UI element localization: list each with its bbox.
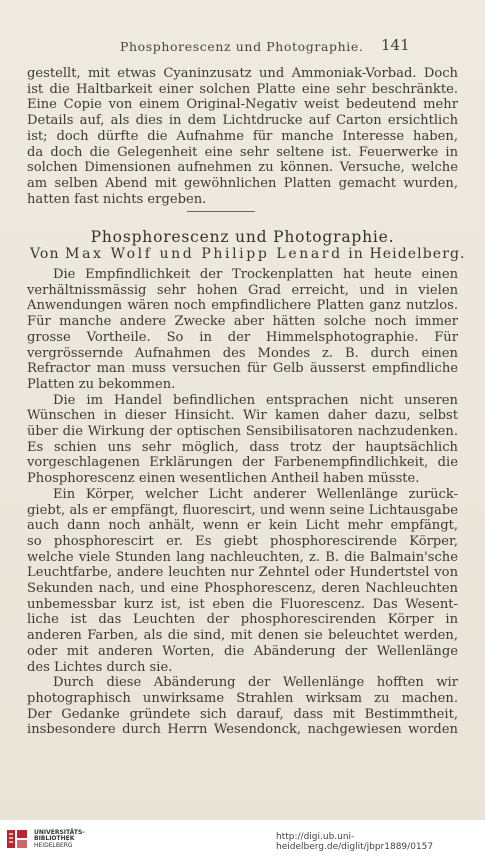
text-line: grosse Vortheile. So in der Himmelsphotographie. Für	[27, 329, 458, 345]
text-line: ist die Haltbarkeit einer solchen Platte eine sehr beschränkte.	[27, 81, 458, 97]
text-line: Leuchtfarbe, andere leuchten nur Zehntel oder Hundertstel von	[27, 565, 458, 581]
text-line: Phosphorescenz einen wesentlichen Antheil haben müsste.	[27, 471, 420, 487]
section-divider	[187, 211, 255, 212]
text-line: Die im Handel befindlichen entsprachen nicht unseren	[53, 392, 458, 408]
text-line: so phosphorescirt er. Es giebt phosphorescirende Körper,	[27, 533, 458, 549]
text-line: ist; doch dürfte die Aufnahme für manche Interesse haben,	[27, 128, 458, 144]
text-line: Der Gedanke gründete sich darauf, dass mit Bestimmtheit,	[27, 706, 458, 722]
page-number: 141	[381, 36, 410, 54]
text-line: gestellt, mit etwas Cyaninzusatz und Ammoniak-Vorbad. Doch	[27, 66, 458, 81]
text-line: Wünschen in dieser Hinsicht. Wir kamen daher dazu, selbst	[27, 408, 458, 424]
digitization-footer	[0, 820, 485, 858]
article-title: Phosphorescenz und Photographie.	[90, 228, 395, 246]
text-line: Details auf, als dies in dem Lichtdrucke auf Carton ersichtlich	[27, 113, 458, 129]
university-library-logo-icon	[4, 826, 30, 852]
text-line: Sekunden nach, und eine Phosphorescenz, deren Nachleuchten	[27, 581, 458, 597]
text-line: oder mit anderen Worten, die Abänderung der Wellenlänge	[27, 643, 458, 659]
text-line: photographisch unwirksame Strahlen wirksam zu machen.	[27, 690, 458, 706]
running-title: Phosphorescenz und Photographie.	[120, 39, 364, 54]
text-line: Anwendungen wären noch empfindlichere Platten ganz nutzlos.	[27, 298, 458, 314]
article-body	[27, 267, 458, 738]
text-line: solchen Dimensionen aufnehmen zu können. Versuche, welche	[27, 160, 458, 176]
text-line: Es schien uns sehr möglich, dass trotz der hauptsächlich	[27, 439, 458, 455]
text-line: hatten fast nichts ergeben.	[27, 191, 207, 207]
text-line: insbesondere durch Herrn Wesendonck, nachgewiesen worden	[27, 722, 458, 738]
text-line: Platten zu bekommen.	[27, 376, 176, 392]
text-line: da doch die Gelegenheit eine sehr seltene ist. Feuerwerke in	[27, 144, 458, 160]
article-author	[30, 246, 466, 262]
text-line: welche viele Stunden lang nachleuchten, z. B. die Balmain'sche	[27, 549, 458, 565]
text-line: auch dann noch anhält, wenn er kein Licht mehr empfängt,	[27, 518, 458, 534]
intro-paragraph	[27, 66, 458, 207]
text-line: verhältnissmässig sehr hohen Grad erreicht, und in vielen	[27, 282, 458, 298]
text-line: Die Empfindlichkeit der Trockenplatten hat heute einen	[53, 267, 458, 282]
text-line: anderen Farben, als die sind, mit denen sie beleuchtet werden,	[27, 628, 458, 644]
text-line: am selben Abend mit gewöhnlichen Platten gemacht wurden,	[27, 175, 458, 191]
text-line: vorgeschlagenen Erklärungen der Farbenempfindlichkeit, die	[27, 455, 458, 471]
text-line: unbemessbar kurz ist, ist eben die Fluorescenz. Das Wesent-	[27, 596, 458, 612]
author-prefix: Von	[30, 246, 60, 262]
author-names: Max Wolf und Philipp Lenard	[65, 246, 343, 262]
text-line: vergrössernde Aufnahmen des Mondes z. B. durch einen	[27, 345, 458, 361]
text-line: Refractor man muss versuchen für Gelb äusserst empfindliche	[27, 361, 458, 377]
library-name: UNIVERSITÄTS- BIBLIOTHEK HEIDELBERG	[34, 829, 85, 849]
text-line: des Lichtes durch sie.	[27, 659, 173, 675]
text-line: Eine Copie von einem Original-Negativ weist bedeutend mehr	[27, 97, 458, 113]
running-header	[0, 36, 485, 56]
text-line: über die Wirkung der optischen Sensibilisatoren nachzudenken.	[27, 424, 458, 440]
text-line: giebt, als er empfängt, fluorescirt, und wenn seine Lichtausgabe	[27, 502, 458, 518]
source-url-link[interactable]: http://digi.ub.uni-heidelberg.de/diglit/jbpr1889/0157	[276, 832, 434, 852]
text-line: liche ist das Leuchten der phosphorescirenden Körper in	[27, 612, 458, 628]
author-suffix: in Heidelberg.	[348, 246, 466, 262]
text-line: Ein Körper, welcher Licht anderer Wellenlänge zurück-	[53, 486, 458, 502]
text-line: Für manche andere Zwecke aber hätten solche noch immer	[27, 314, 458, 330]
text-line: Durch diese Abänderung der Wellenlänge hofften wir	[53, 675, 458, 691]
